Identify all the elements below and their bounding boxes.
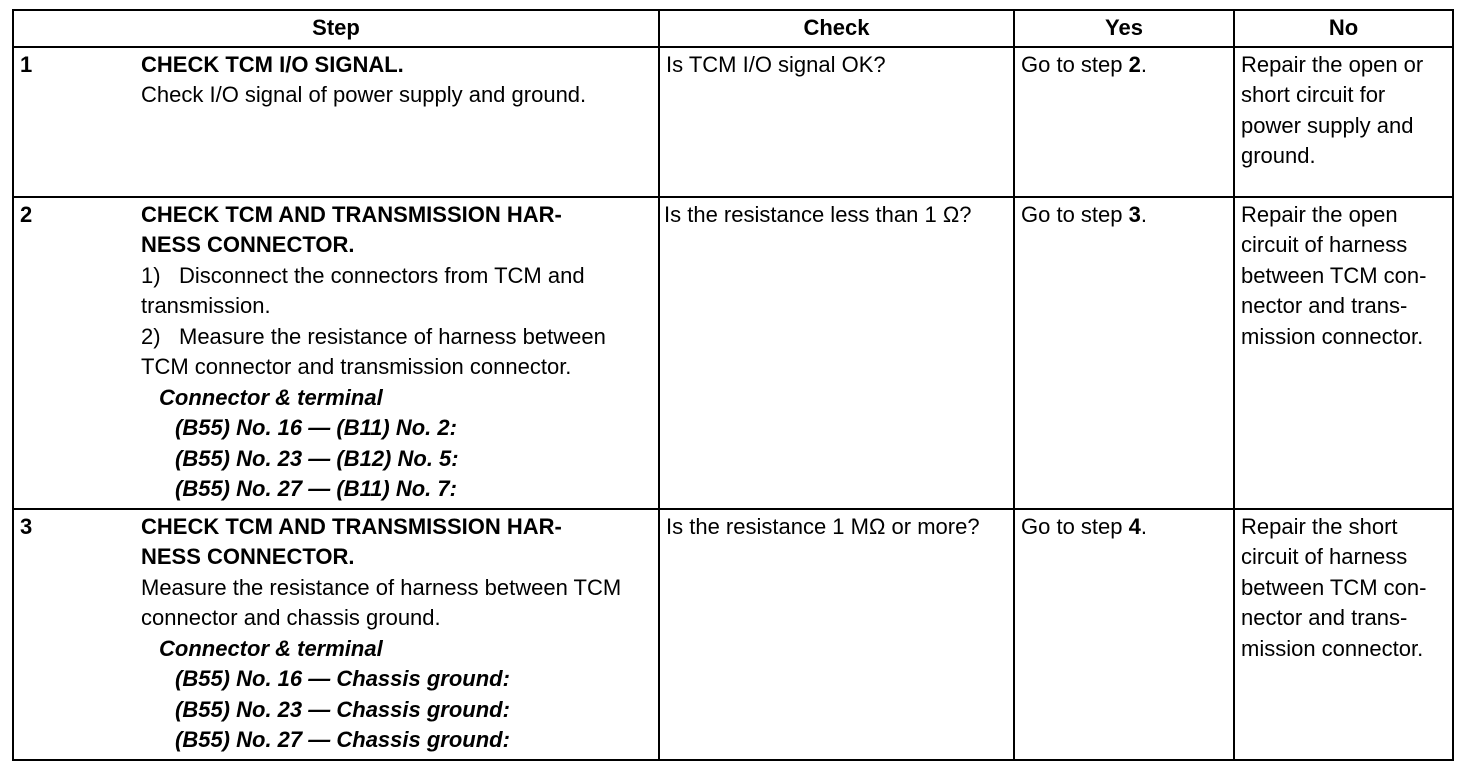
- yes-step-number: 2: [1128, 51, 1141, 77]
- no-cell: [1234, 197, 1453, 509]
- table-row: [13, 47, 1453, 197]
- terminal-pair: (B55) No. 16 — (B11) No. 2:: [175, 415, 457, 440]
- step-instruction: Check I/O signal of power supply and ground.: [141, 82, 587, 107]
- header-step: Step: [13, 10, 659, 47]
- yes-prefix: Go to step: [1021, 513, 1129, 539]
- yes-suffix: .: [1140, 51, 1147, 77]
- yes-cell: [1014, 509, 1234, 760]
- terminal-pair: (B55) No. 23 — (B12) No. 5:: [175, 445, 459, 471]
- header-yes: Yes: [1014, 10, 1234, 47]
- step-cell: [13, 197, 659, 509]
- terminal-pair: (B55) No. 27 — Chassis ground:: [175, 727, 510, 752]
- step-title-line: NESS CONNECTOR.: [141, 544, 355, 569]
- yes-step-number: 4: [1128, 513, 1141, 539]
- no-line: nector and trans-: [1241, 293, 1408, 318]
- step-title: CHECK TCM I/O SIGNAL.: [141, 51, 404, 77]
- check-cell: Is the resistance less than 1 Ω?: [659, 197, 1014, 509]
- no-line: mission connector.: [1241, 635, 1424, 661]
- step-title-line: CHECK TCM AND TRANSMISSION HAR-: [141, 201, 562, 227]
- step-title-line: NESS CONNECTOR.: [141, 232, 355, 257]
- no-line: between TCM con-: [1241, 262, 1427, 288]
- no-line: circuit of harness: [1241, 232, 1408, 257]
- yes-cell: [1014, 197, 1234, 509]
- step-number: 2: [20, 201, 33, 227]
- yes-step-number: 3: [1128, 201, 1141, 227]
- yes-prefix: Go to step: [1021, 51, 1129, 77]
- header-row: [13, 10, 1453, 47]
- no-line: mission connector.: [1241, 323, 1424, 349]
- step-number: 1: [20, 51, 33, 77]
- substep-text: Measure the resistance of harness between TCM connector and transmission connector.: [141, 323, 606, 379]
- yes-cell: [1014, 47, 1234, 197]
- check-cell: Is TCM I/O signal OK?: [659, 47, 1014, 197]
- table-row: [13, 509, 1453, 760]
- no-line: Repair the short: [1241, 513, 1398, 539]
- terminal-pair: (B55) No. 27 — (B11) No. 7:: [175, 476, 457, 501]
- yes-suffix: .: [1140, 201, 1147, 227]
- step-number: 3: [20, 513, 33, 539]
- no-line: Repair the open: [1241, 201, 1398, 227]
- substep-number: 1): [141, 262, 161, 288]
- yes-suffix: .: [1140, 513, 1147, 539]
- connector-terminal-heading: Connector & terminal: [159, 384, 383, 410]
- yes-prefix: Go to step: [1021, 201, 1129, 227]
- no-cell: Repair the open or short circuit for power supply and ground.: [1234, 47, 1453, 197]
- terminal-pair: (B55) No. 16 — Chassis ground:: [175, 666, 510, 691]
- no-cell: [1234, 509, 1453, 760]
- check-cell: Is the resistance 1 MΩ or more?: [659, 509, 1014, 760]
- no-line: between TCM con-: [1241, 574, 1427, 600]
- step-cell: [13, 47, 659, 197]
- no-line: circuit of harness: [1241, 544, 1408, 569]
- substep-text: Disconnect the connectors from TCM and transmission.: [141, 262, 585, 318]
- step-cell: [13, 509, 659, 760]
- header-check: Check: [659, 10, 1014, 47]
- step-instruction: Measure the resistance of harness between TCM connector and chassis ground.: [141, 574, 622, 630]
- table-row: [13, 197, 1453, 509]
- header-no: No: [1234, 10, 1453, 47]
- no-line: nector and trans-: [1241, 605, 1408, 630]
- diagnostic-table: [12, 9, 1454, 761]
- substep: [141, 261, 652, 322]
- terminal-pair: (B55) No. 23 — Chassis ground:: [175, 696, 510, 722]
- step-title-line: CHECK TCM AND TRANSMISSION HAR-: [141, 513, 562, 539]
- connector-terminal-heading: Connector & terminal: [159, 635, 383, 661]
- substep-number: 2): [141, 323, 161, 349]
- substep: [141, 322, 652, 383]
